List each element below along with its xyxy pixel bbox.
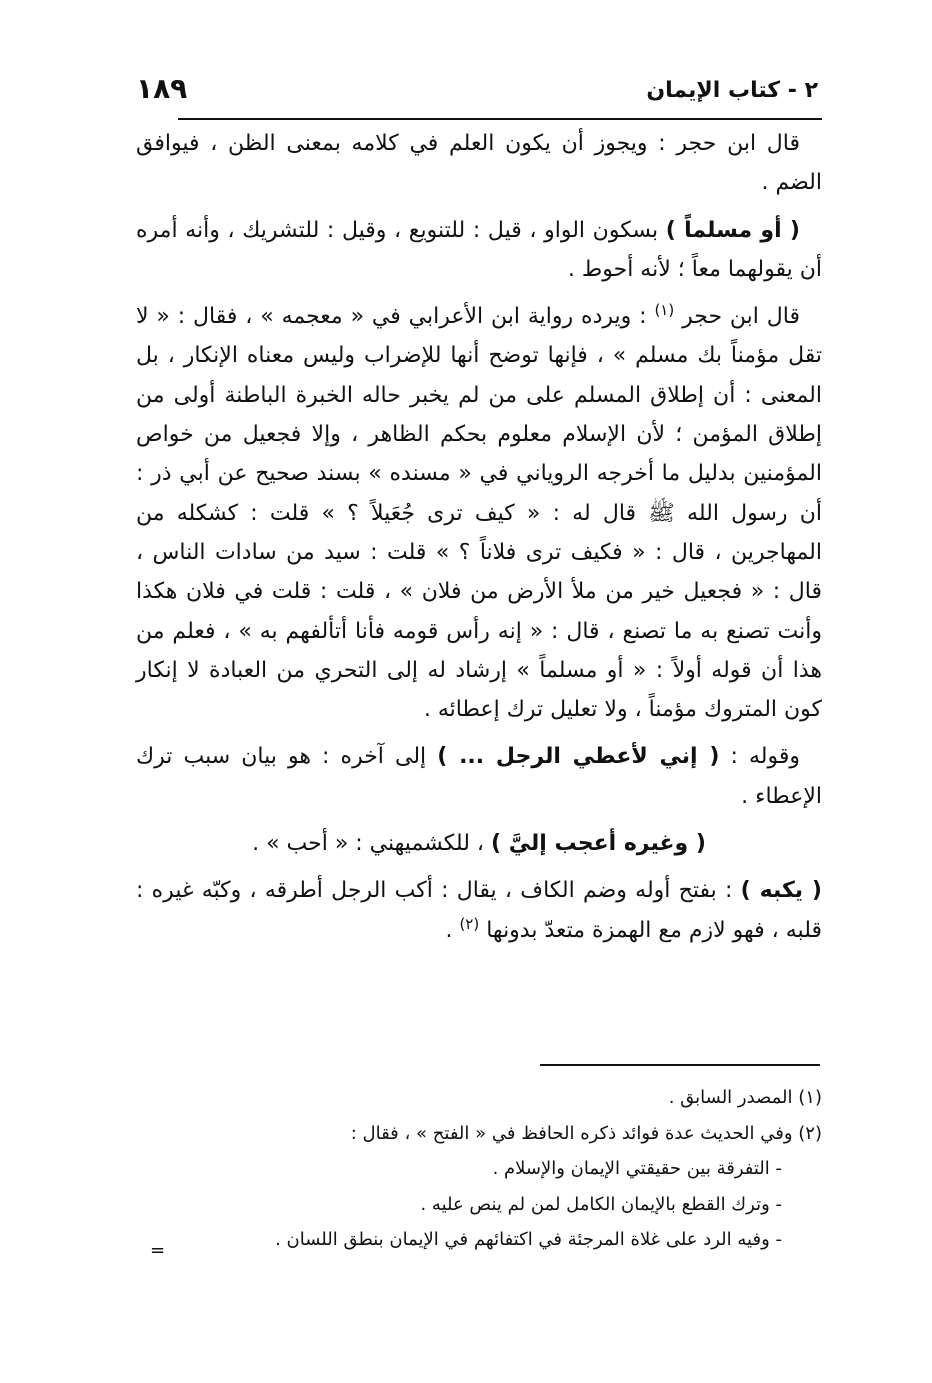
main-text — [136, 124, 822, 958]
paragraph-1-text: قال ابن حجر : ويجوز أن يكون العلم في كلامه بمعنى الظن ، فيوافق الضم . — [136, 131, 822, 196]
paragraph-3 — [136, 297, 822, 729]
chapter-title: ٢ - كتاب الإيمان — [646, 78, 818, 103]
header-rule — [178, 118, 822, 120]
paragraph-4-lemma: ( إني لأعطي الرجل ... ) — [437, 744, 720, 770]
page-number: ١٨٩ — [136, 72, 188, 105]
paragraph-2 — [136, 211, 822, 290]
footnote-2-item-2: - وترك القطع بالإيمان الكامل لمن لم ينص عليه . — [420, 1193, 782, 1215]
paragraph-2-lemma: ( أو مسلماً ) — [665, 217, 800, 243]
paragraph-6-end: . — [445, 917, 460, 943]
paragraph-5-text: ، للكشميهني : « أحب » . — [252, 831, 492, 857]
page-header — [136, 72, 822, 112]
paragraph-6-text: : بفتح أوله وضم الكاف ، يقال : أكب الرجل أطرقه ، وكبّه غيره : قلبه ، فهو لازم مع الهمزة متعدّ بدونها — [136, 878, 822, 943]
paragraph-4 — [136, 737, 822, 816]
continuation-mark: = — [150, 1240, 166, 1261]
paragraph-6 — [136, 871, 822, 950]
paragraph-5 — [136, 824, 822, 863]
paragraph-3-text: : ويرده رواية ابن الأعرابي في « معجمه » ، فقال : « لا تقل مؤمناً بك مسلم » ، فإنها توضح أنها للإضراب وليس معناه الإنكار ، بل المعنى : أن إطلاق المسلم على من لم يخبر حاله الخبرة الباطنة أولى من إطلاق المؤمن ؛ لأن الإسلام معلوم بحكم الظاهر ، وإلا فجعيل من خواص المؤمنين بدليل ما أخرجه الروياني في « مسنده » بسند صحيح عن أبي ذر : أن رسول الله ﷺ قال له : « كيف ترى جُعَيلاً ؟ » قلت : كشكله من المهاجرين ، قال : « فكيف ترى فلاناً ؟ » قلت : سيد من سادات الناس ، قال : « فجعيل خير من ملأ الأرض من فلان » ، قلت : قلت في فلان هكذا وأنت تصنع به ما تصنع ، قال : « إنه رأس قومه فأنا أتألفهم به » ، فعلم من هذا أن قوله أولاً : « أو مسلماً » إرشاد له إلى التحري من العبادة لا إنكار كون المتروك مؤمناً ، ولا تعليل ترك إعطائه . — [136, 304, 822, 723]
footnotes — [136, 1080, 822, 1258]
footnote-2: (٢) وفي الحديث عدة فوائد ذكره الحافظ في « الفتح » ، فقال : — [350, 1122, 822, 1144]
paragraph-4-start: وقوله : — [719, 744, 800, 770]
footnote-2-item-3: - وفيه الرد على غلاة المرجئة في اكتفائهم في الإيمان بنطق اللسان . — [275, 1229, 782, 1250]
paragraph-1 — [136, 124, 822, 203]
footnote-ref-2: (٢) — [459, 914, 480, 933]
paragraph-3-start: قال ابن حجر — [682, 304, 800, 330]
footnote-1: (١) المصدر السابق . — [668, 1087, 822, 1108]
paragraph-6-lemma: ( يكبه ) — [740, 878, 822, 904]
footnote-rule — [540, 1064, 820, 1066]
footnote-ref-1: (١) — [654, 301, 675, 320]
paragraph-2-text: بسكون الواو ، قيل : للتنويع ، وقيل : للتشريك ، وأنه أمره أن يقولهما معاً ؛ لأنه أحوط . — [136, 217, 822, 282]
paragraph-4-text: إلى آخره : هو بيان سبب ترك الإعطاء . — [136, 744, 822, 809]
paragraph-5-lemma: ( وغيره أعجب إليَّ ) — [491, 831, 706, 857]
footnote-2-item-1: - التفرقة بين حقيقتي الإيمان والإسلام . — [492, 1158, 782, 1179]
